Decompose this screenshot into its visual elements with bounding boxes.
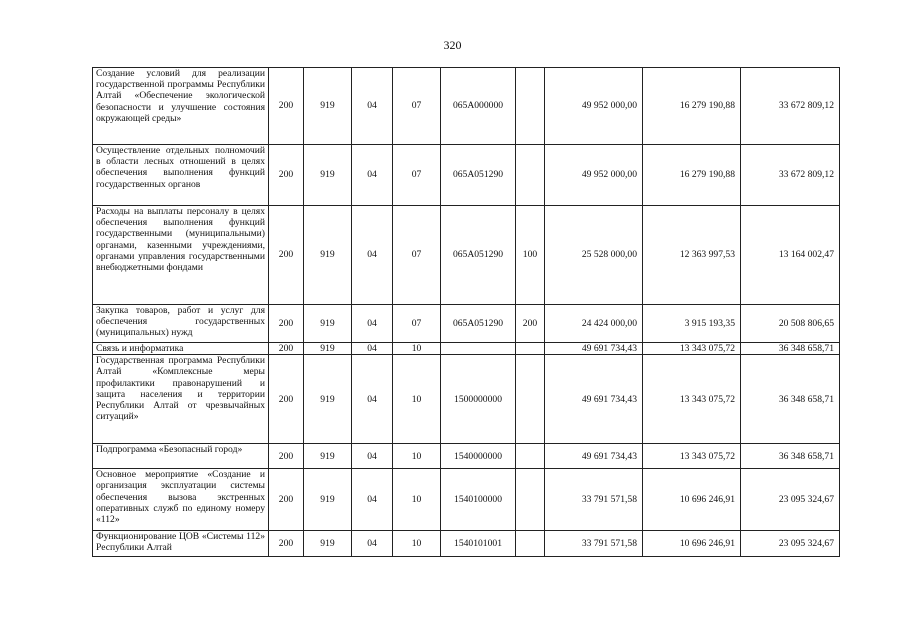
- row-vr: [516, 531, 545, 557]
- row-ved: 919: [304, 145, 352, 206]
- budget-table: [92, 67, 840, 557]
- table-row: [93, 444, 840, 469]
- row-pr: 10: [393, 531, 441, 557]
- row-csr: 065А051290: [441, 305, 516, 343]
- row-sum3: 36 348 658,71: [741, 343, 840, 355]
- row-sum3: 36 348 658,71: [741, 355, 840, 444]
- row-pr: 10: [393, 355, 441, 444]
- row-sum1: 25 528 000,00: [545, 206, 643, 305]
- table-row: [93, 305, 840, 343]
- row-gr: 200: [269, 305, 304, 343]
- row-pr: 07: [393, 305, 441, 343]
- row-sum2: 16 279 190,88: [643, 145, 741, 206]
- row-sum3: 33 672 809,12: [741, 145, 840, 206]
- row-ved: 919: [304, 469, 352, 531]
- row-pr: 10: [393, 469, 441, 531]
- row-vr: [516, 444, 545, 469]
- row-vr: [516, 469, 545, 531]
- row-gr: 200: [269, 145, 304, 206]
- row-name: Основное мероприятие «Создание и организация эксплуатации системы обеспечения вызова экстренных оперативных служб по единому номеру «112»: [93, 469, 269, 531]
- table-row: [93, 531, 840, 557]
- row-sum2: 13 343 075,72: [643, 355, 741, 444]
- row-pr: 10: [393, 343, 441, 355]
- row-rz: 04: [352, 68, 393, 145]
- table-row: [93, 469, 840, 531]
- row-name: Осуществление отдельных полномочий в области лесных отношений в целях обеспечения выполнения функций государственных органов: [93, 145, 269, 206]
- row-name: Подпрограмма «Безопасный город»: [93, 444, 269, 469]
- row-sum1: 49 691 734,43: [545, 355, 643, 444]
- row-sum2: 3 915 193,35: [643, 305, 741, 343]
- row-sum2: 12 363 997,53: [643, 206, 741, 305]
- row-name: Государственная программа Республики Алтай «Комплексные меры профилактики правонарушений и защита населения и территории Республики Алтай от чрезвычайных ситуаций»: [93, 355, 269, 444]
- row-pr: 07: [393, 145, 441, 206]
- row-name: Связь и информатика: [93, 343, 269, 355]
- row-sum2: 10 696 246,91: [643, 531, 741, 557]
- row-csr: [441, 343, 516, 355]
- row-vr: [516, 68, 545, 145]
- row-ved: 919: [304, 444, 352, 469]
- table-row: [93, 343, 840, 355]
- row-ved: 919: [304, 68, 352, 145]
- row-gr: 200: [269, 355, 304, 444]
- row-csr: 065А000000: [441, 68, 516, 145]
- row-csr: 1540100000: [441, 469, 516, 531]
- row-rz: 04: [352, 145, 393, 206]
- row-pr: 10: [393, 444, 441, 469]
- row-sum2: 16 279 190,88: [643, 68, 741, 145]
- row-gr: 200: [269, 343, 304, 355]
- row-sum2: 10 696 246,91: [643, 469, 741, 531]
- table-row: [93, 68, 840, 145]
- row-rz: 04: [352, 444, 393, 469]
- row-ved: 919: [304, 343, 352, 355]
- row-pr: 07: [393, 206, 441, 305]
- row-csr: 1540000000: [441, 444, 516, 469]
- row-sum1: 49 691 734,43: [545, 444, 643, 469]
- row-sum3: 20 508 806,65: [741, 305, 840, 343]
- table-row: [93, 145, 840, 206]
- row-sum1: 49 691 734,43: [545, 343, 643, 355]
- row-vr: [516, 355, 545, 444]
- row-vr: 100: [516, 206, 545, 305]
- row-sum1: 24 424 000,00: [545, 305, 643, 343]
- row-vr: [516, 343, 545, 355]
- row-sum3: 23 095 324,67: [741, 531, 840, 557]
- row-csr: 1500000000: [441, 355, 516, 444]
- row-ved: 919: [304, 206, 352, 305]
- row-sum1: 49 952 000,00: [545, 68, 643, 145]
- table-row: [93, 355, 840, 444]
- row-sum3: 23 095 324,67: [741, 469, 840, 531]
- row-gr: 200: [269, 206, 304, 305]
- row-pr: 07: [393, 68, 441, 145]
- row-sum2: 13 343 075,72: [643, 343, 741, 355]
- row-name: Расходы на выплаты персоналу в целях обеспечения выполнения функций государственными (муниципальными) органами, казенными учреждениями, органами управления государственными внебюджетными фондами: [93, 206, 269, 305]
- row-name: Функционирование ЦОВ «Системы 112» Республики Алтай: [93, 531, 269, 557]
- row-vr: 200: [516, 305, 545, 343]
- row-csr: 065А051290: [441, 145, 516, 206]
- row-ved: 919: [304, 531, 352, 557]
- row-rz: 04: [352, 343, 393, 355]
- row-vr: [516, 145, 545, 206]
- row-sum1: 49 952 000,00: [545, 145, 643, 206]
- row-ved: 919: [304, 355, 352, 444]
- row-rz: 04: [352, 355, 393, 444]
- row-sum3: 36 348 658,71: [741, 444, 840, 469]
- row-rz: 04: [352, 531, 393, 557]
- row-ved: 919: [304, 305, 352, 343]
- row-gr: 200: [269, 68, 304, 145]
- row-name: Создание условий для реализации государственной программы Республики Алтай «Обеспечение экологической безопасности и улучшение состояния окружающей среды»: [93, 68, 269, 145]
- row-gr: 200: [269, 531, 304, 557]
- row-sum3: 33 672 809,12: [741, 68, 840, 145]
- row-name: Закупка товаров, работ и услуг для обеспечения государственных (муниципальных) нужд: [93, 305, 269, 343]
- row-sum1: 33 791 571,58: [545, 531, 643, 557]
- table-row: [93, 206, 840, 305]
- row-sum2: 13 343 075,72: [643, 444, 741, 469]
- row-rz: 04: [352, 305, 393, 343]
- row-sum1: 33 791 571,58: [545, 469, 643, 531]
- row-csr: 065А051290: [441, 206, 516, 305]
- row-rz: 04: [352, 469, 393, 531]
- page-number: 320: [443, 38, 462, 52]
- row-gr: 200: [269, 444, 304, 469]
- row-csr: 1540101001: [441, 531, 516, 557]
- row-gr: 200: [269, 469, 304, 531]
- row-rz: 04: [352, 206, 393, 305]
- row-sum3: 13 164 002,47: [741, 206, 840, 305]
